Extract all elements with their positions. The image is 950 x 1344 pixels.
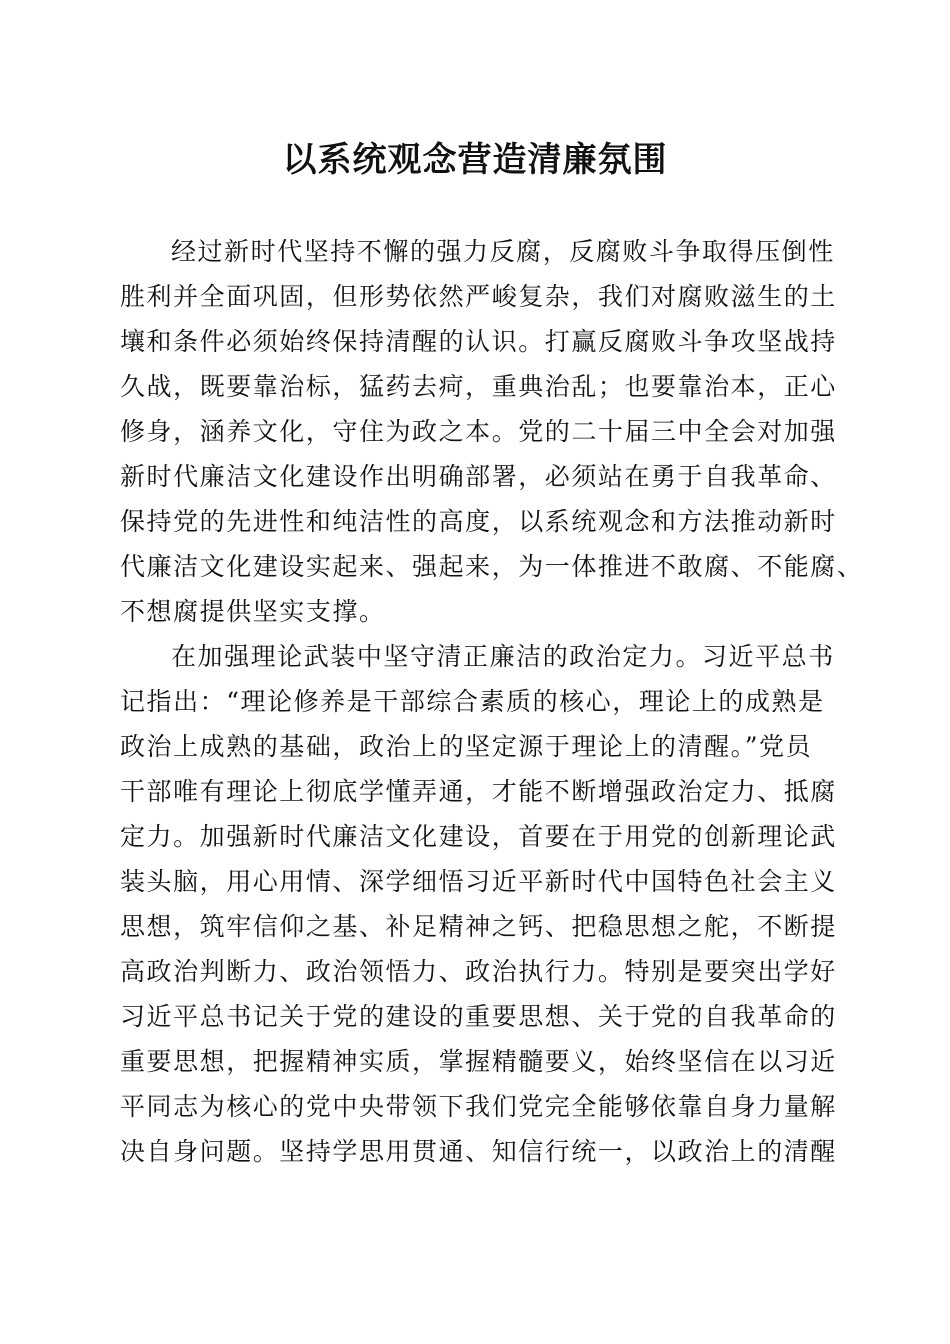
paragraph-2-line-3: 政治上成熟的基础，政治上的坚定源于理论上的清醒。”党员 bbox=[120, 732, 813, 761]
paragraph-1-line-3: 壤和条件必须始终保持清醒的认识。打赢反腐败斗争攻坚战持 bbox=[120, 327, 837, 356]
paragraph-2-line-2: 记指出：“理论修养是干部综合素质的核心，理论上的成熟是 bbox=[120, 687, 825, 716]
paragraph-2-line-6: 装头脑，用心用情、深学细悟习近平新时代中国特色社会主义 bbox=[120, 867, 837, 896]
paragraph-1-line-7: 保持党的先进性和纯洁性的高度，以系统观念和方法推动新时 bbox=[120, 507, 837, 536]
paragraph-2-line-8: 高政治判断力、政治领悟力、政治执行力。特别是要突出学好 bbox=[120, 957, 837, 986]
document-body bbox=[120, 232, 864, 1177]
paragraph-1-line-1: 经过新时代坚持不懈的强力反腐，反腐败斗争取得压倒性 bbox=[171, 237, 835, 266]
paragraph-2-line-12: 决自身问题。坚持学思用贯通、知信行统一，以政治上的清醒 bbox=[120, 1137, 837, 1166]
paragraph-2-line-4: 干部唯有理论上彻底学懂弄通，才能不断增强政治定力、抵腐 bbox=[120, 777, 837, 806]
document-title: 以系统观念营造清廉氛围 bbox=[282, 140, 668, 180]
paragraph-2-line-9: 习近平总书记关于党的建设的重要思想、关于党的自我革命的 bbox=[120, 1002, 837, 1031]
paragraph-1-line-6: 新时代廉洁文化建设作出明确部署，必须站在勇于自我革命、 bbox=[120, 462, 837, 491]
paragraph-1-line-2: 胜利并全面巩固，但形势依然严峻复杂，我们对腐败滋生的土 bbox=[120, 282, 837, 311]
paragraph-2-line-5: 定力。加强新时代廉洁文化建设，首要在于用党的创新理论武 bbox=[120, 822, 837, 851]
paragraph-2-line-1: 在加强理论武装中坚守清正廉洁的政治定力。习近平总书 bbox=[171, 642, 835, 671]
paragraph-2-line-7: 思想，筑牢信仰之基、补足精神之钙、把稳思想之舵，不断提 bbox=[120, 912, 837, 941]
paragraph-1-line-4: 久战，既要靠治标，猛药去疴，重典治乱；也要靠治本，正心 bbox=[120, 372, 837, 401]
paragraph-1-line-9: 不想腐提供坚实支撑。 bbox=[120, 597, 386, 626]
paragraph-2-line-11: 平同志为核心的党中央带领下我们党完全能够依靠自身力量解 bbox=[120, 1092, 837, 1121]
paragraph-1-line-8: 代廉洁文化建设实起来、强起来，为一体推进不敢腐、不能腐、 bbox=[120, 552, 864, 581]
paragraph-1-line-5: 修身，涵养文化，守住为政之本。党的二十届三中全会对加强 bbox=[120, 417, 837, 446]
paragraph-2-line-10: 重要思想，把握精神实质，掌握精髓要义，始终坚信在以习近 bbox=[120, 1047, 837, 1076]
